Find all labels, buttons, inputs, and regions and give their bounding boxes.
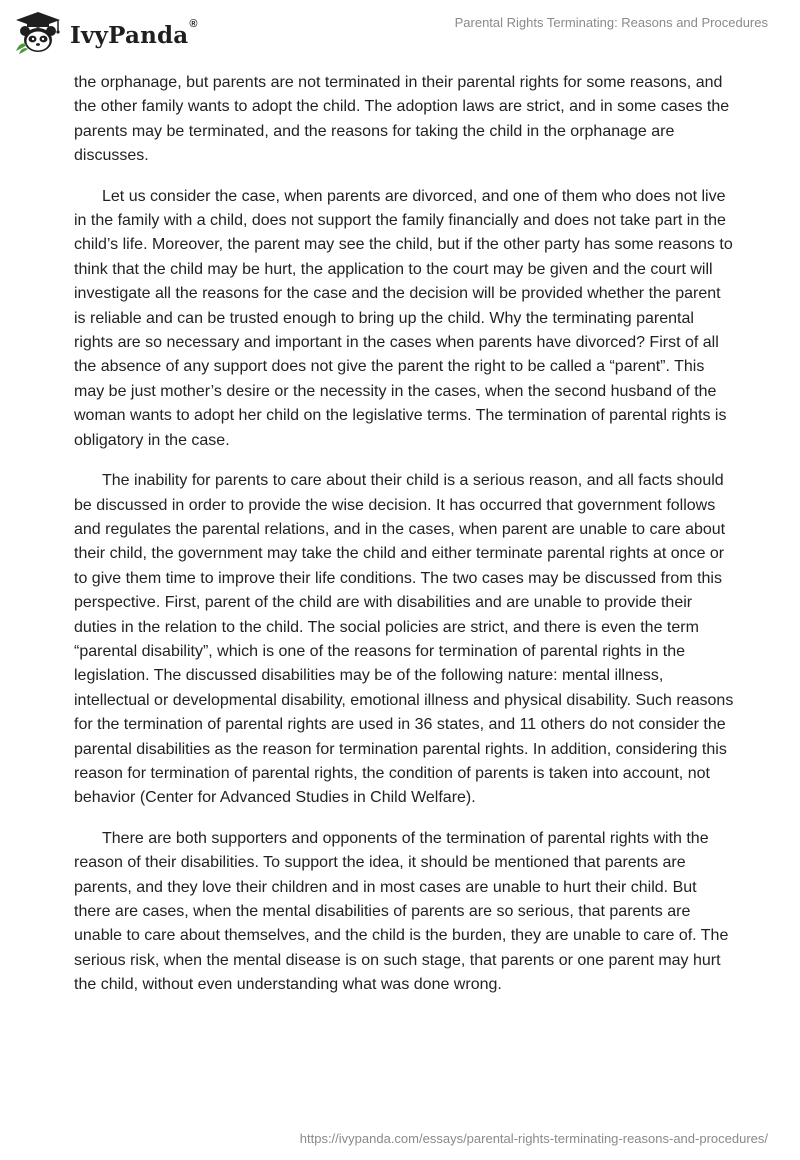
panda-graduate-icon — [14, 11, 62, 55]
ivypanda-logo[interactable] — [14, 10, 198, 56]
paragraph: The inability for parents to care about their child is a serious reason, and all facts should be discussed in order to provide the wise decision. It has occurred that government follows and regulates the parental relations, and in the cases, when parent are unable to care about their child, the government may take the child and either terminate parental rights at once or to give them time to improve their life conditions. The two cases may be discussed from this perspective. First, parent of the child are with disabilities and are unable to provide their duties in the relation to the child. The social policies are strict, and there is even the term “parental disability”, which is one of the reasons for termination of parental rights in the legislation. The discussed disabilities may be of the following nature: mental illness, intellectual or developmental disability, emotional illness and physical disability. Such reasons for the termination of parental rights are used in 36 states, and 11 others do not consider the parental disabilities as the reason for termination parental rights. In addition, considering this reason for termination of parental rights, the condition of parents is taken into account, not behavior (Center for Advanced Studies in Child Welfare). — [74, 472, 734, 807]
page-header — [0, 0, 800, 64]
paragraph: There are both supporters and opponents of the termination of parental rights with the reason of their disabilities. To support the idea, it should be mentioned that parents are parents, and they love their children and in most cases are unable to hurt their child. But there are cases, when the mental disabilities of parents are so serious, that parents are unable to care about themselves, and the child is the burden, they are unable to care of. The serious risk, when the mental disease is on such stage, that parents or one parent may hurt the child, without even understanding what was done wrong. — [74, 829, 729, 994]
source-url[interactable]: https://ivypanda.com/essays/parental-rights-terminating-reasons-and-procedures/ — [299, 1131, 768, 1146]
registered-mark: ® — [189, 17, 198, 30]
paragraph: Let us consider the case, when parents are divorced, and one of them who does not live in the family with a child, does not support the family financially and does not take part in the child’s life. Moreover, the parent may see the child, but if the other party has some reasons to think that the child may be hurt, the application to the court may be given and the court will investigate all the reasons for the case and the decision will be provided whether the parent is reliable and can be trusted enough to bring up the child. Why the terminating parental rights are so necessary and important in the cases when parents have divorced? First of all the absence of any support does not give the parent the right to be called a “parent”. This may be just mother’s desire or the necessity in the cases, when the second husband of the woman wants to adopt her child on the legislative terms. The termination of parental rights is obligatory in the case. — [74, 187, 733, 449]
document-title: Parental Rights Terminating: Reasons and Procedures — [454, 15, 768, 30]
brand-name: IvyPanda® — [70, 17, 198, 49]
essay-body — [74, 71, 734, 1014]
paragraph: the orphanage, but parents are not terminated in their parental rights for some reasons, and the other family wants to adopt the child. The adoption laws are strict, and in some cases the parents may be terminated, and the reasons for taking the child in the orphanage are discusses. — [74, 74, 730, 165]
